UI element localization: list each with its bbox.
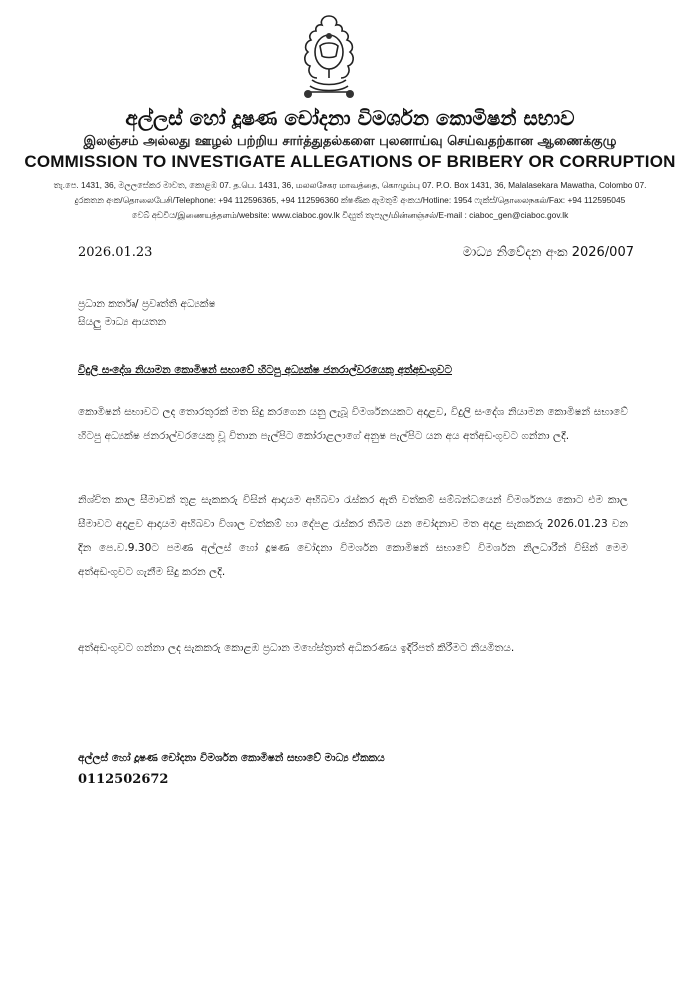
web-line: වෙබ් අඩවිය/இணையத்தளம்/website: www.ciaboc.gov.lk විද්‍යුත් තැපෑල/மின்னஞ்சல்/E-mail : ciaboc_gen@ciaboc.gov.lk: [131, 210, 569, 220]
address-line: තැ.පෙ. 1431, 36, මලලසේකර මාවත, කොළඹ 07. த.பெ. 1431, 36, மலலசேகர மாவத்தை, கொழும்பு 07. P.O. Box 1431, 36, Malalasekara Mawatha, Colombo 07.: [53, 180, 647, 190]
commission-title-english: COMMISSION TO INVESTIGATE ALLEGATIONS OF BRIBERY OR CORRUPTION: [24, 152, 676, 171]
state-emblem-icon: [296, 12, 362, 100]
subject-heading: විදුලි සංදේශ නියාමන කොමිෂන් සභාවේ හිටපු අධ්‍යක්ෂ ජනරාල්වරයෙකු අත්අඩංගුවට: [78, 364, 452, 376]
recipient-line: සියලු මාධ්‍ය ආයතන: [78, 316, 167, 328]
media-unit-phone: 0112502672: [78, 772, 169, 787]
phone-line: දුරකතන අංක/தொலைபேசி/Telephone: +94 112596365, +94 112596360 ක්ෂණික ඇමතුම් අංකය/Hotline: 1954 ෆැක්ස්/தொலைநகல்/Fax: +94 112595045: [74, 195, 626, 205]
recipient-line: ප්‍රධාන කර්තෘ/ ප්‍රවෘත්ති අධ්‍යක්ෂ: [78, 298, 216, 310]
body-paragraph: නිශ්චිත කාල සීමාවක් තුළ සැකකරු විසින් ආදායම අභිබවා රැස්කර ඇති වත්කම් සම්බන්ධයෙන් විමර්ශනය කොට එම කාල සීමාවට අදාළව ආදායම අභිබවා විශාල වත්කම් හා දේපළ රැස්කර තිබීම යන චෝදනාව මත අදාළ සැකකරු 2026.01.23 වන දින පෙ.ව.9.30ට පමණ අල්ලස් හෝ දූෂණ චෝදනා විමර්ශන කොමිෂන් සභාවේ විමර්ශන නිලධාරීන් විසින් මෙම අත්අඩංගුවට ගැනීම සිදු කරන ලදි.: [78, 494, 628, 578]
release-date: 2026.01.23: [78, 245, 153, 260]
body-paragraph: අත්අඩංගුවට ගන්නා ලද සැකකරු කොළඹ ප්‍රධාන මහේස්ත්‍රාත් අධිකරණය ඉදිරිපත් කිරීමට නියමිතය.: [78, 642, 515, 654]
body-paragraph: කොමිෂන් සභාවට ලද තොරතුරක් මත සිදු කරගෙන යනු ලැබූ විමර්ශනයකට අදාළව, විදුලි සංදේශ නියාමන කොමිෂන් සභාවේ හිටපු අධ්‍යක්ෂ ජනරාල්වරයෙකු වූ විතාන පැල්පිට කෝරාළලාගේ අනුෂ පැල්පිට යන අය අත්අඩංගුවට ගන්නා ලදී.: [78, 406, 628, 442]
media-unit-signature: අල්ලස් හෝ දූෂණ චෝදනා විමර්ශන කොමිෂන් සභාවේ මාධ්‍ය ඒකකය: [78, 752, 385, 764]
media-release-number: මාධ්‍ය නිවේදන අංක 2026/007: [462, 245, 634, 260]
commission-title-tamil: இலஞ்சம் அல்லது ஊழல் பற்றிய சார்த்துதல்களை புலனாய்வு செய்வதற்கான ஆணைக்குழு: [83, 134, 617, 149]
commission-title-sinhala: අල්ලස් හෝ දූෂණ චෝදනා විමර්ශන කොමිෂන් සභාව: [125, 106, 575, 130]
